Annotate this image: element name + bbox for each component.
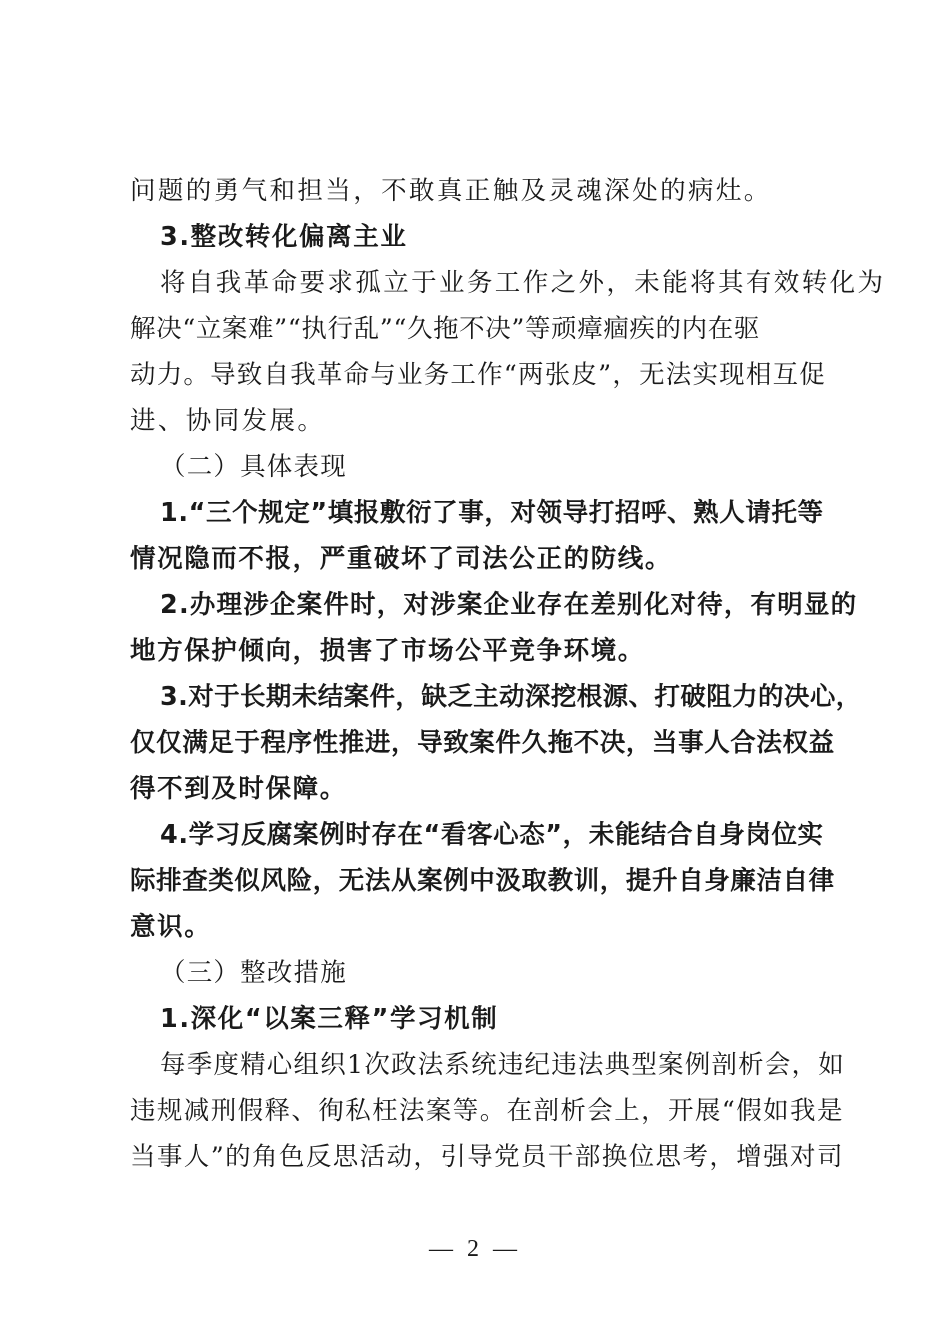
section-heading-2: （二）具体表现	[160, 452, 347, 482]
text-line: 意识。	[130, 912, 212, 942]
text-line: 3.对于长期未结案件，缺乏主动深挖根源、打破阻力的决心，	[160, 682, 862, 712]
text-line: 1.“三个规定”填报敷衍了事，对领导打招呼、熟人请托等	[160, 498, 824, 528]
text-line: 仅仅满足于程序性推进，导致案件久拖不决，当事人合法权益	[130, 728, 835, 758]
text-line: 解决“立案难”“执行乱”“久拖不决”等顽瘴痼疾的内在驱	[130, 314, 760, 344]
text-line: 情况隐而不报，严重破坏了司法公正的防线。	[130, 544, 673, 574]
text-line: 动力。导致自我革命与业务工作“两张皮”，无法实现相互促	[130, 360, 826, 390]
list-item-2	[130, 582, 858, 674]
text-line: 违规减刑假释、徇私枉法案等。在剖析会上，开展“假如我是	[130, 1096, 844, 1126]
measure-1-heading: 1.深化“以案三释”学习机制	[160, 1004, 499, 1034]
text-line: 2.办理涉企案件时，对涉案企业存在差别化对待，有明显的	[160, 590, 858, 620]
text-line: 进、协同发展。	[130, 406, 326, 436]
section-heading-3: （三）整改措施	[160, 958, 347, 988]
list-item-4	[130, 812, 835, 950]
text-line: 际排查类似风险，无法从案例中汲取教训，提升自身廉洁自律	[130, 866, 835, 896]
text-line: 当事人”的角色反思活动，引导党员干部换位思考，增强对司	[130, 1142, 844, 1172]
list-item-3	[130, 674, 862, 812]
text-line: 将自我革命要求孤立于业务工作之外，未能将其有效转化为	[160, 268, 886, 298]
text-line: 每季度精心组织1次政法系统违纪违法典型案例剖析会，如	[160, 1050, 845, 1080]
text-line: 得不到及时保障。	[130, 774, 347, 804]
page-number: — 2 —	[429, 1236, 521, 1262]
list-item-1	[130, 490, 830, 582]
measure-1-body	[130, 1042, 845, 1180]
paragraph-3-body	[130, 260, 886, 444]
document-page	[130, 168, 886, 1180]
paragraph-continuation: 问题的勇气和担当，不敢真正触及灵魂深处的病灶。	[130, 176, 772, 206]
subheading-3: 3.整改转化偏离主业	[160, 222, 408, 252]
text-line: 地方保护倾向，损害了市场公平竞争环境。	[130, 636, 645, 666]
text-line: 4.学习反腐案例时存在“看客心态”，未能结合自身岗位实	[160, 820, 824, 850]
